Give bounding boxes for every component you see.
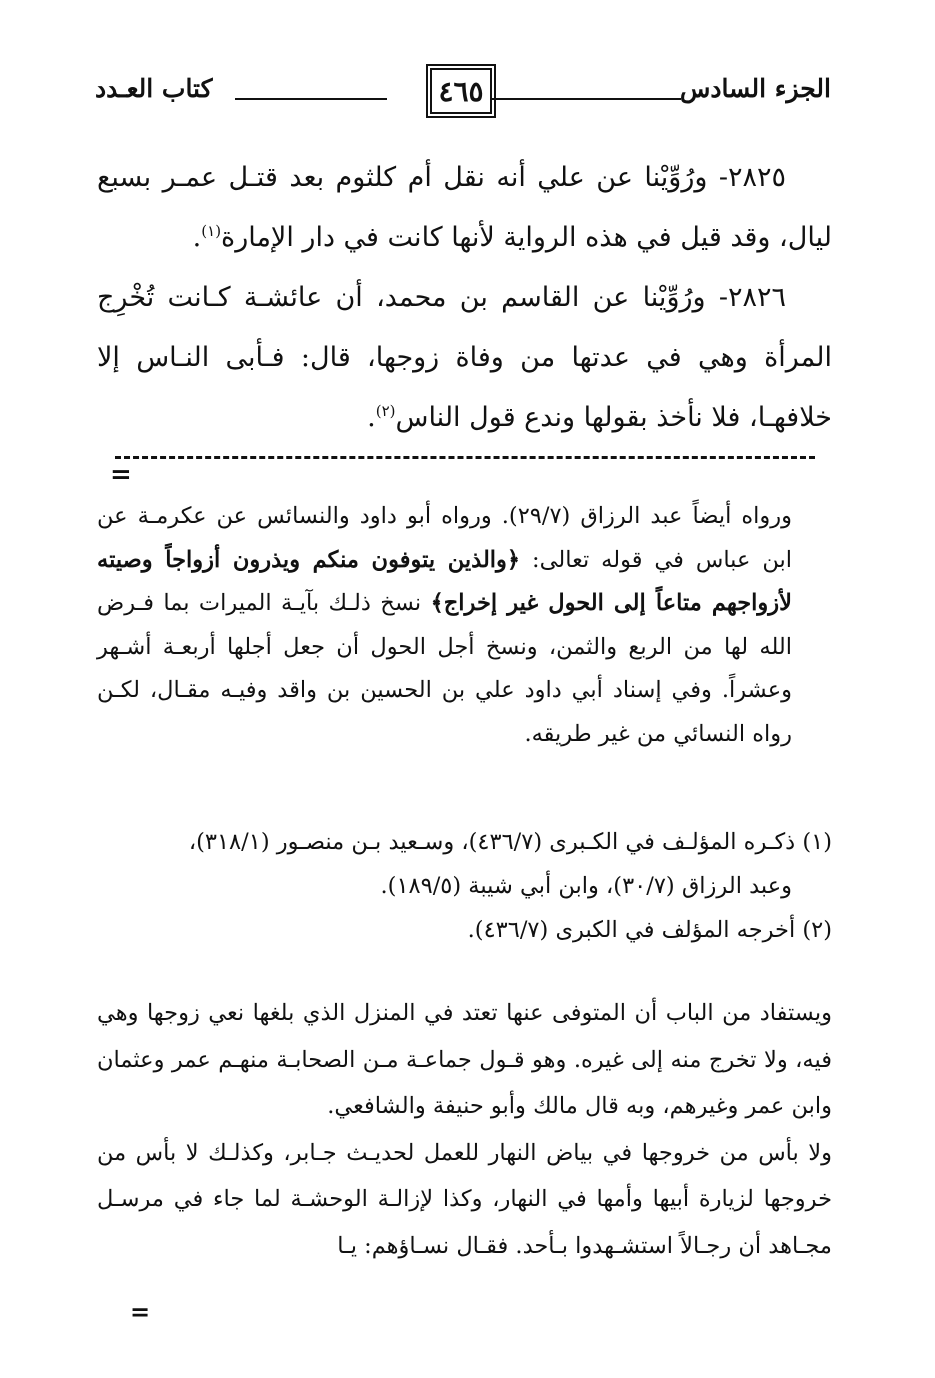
footnotes xyxy=(97,820,832,952)
commentary-paragraph-1: ويستفاد من الباب أن المتوفى عنها تعتد في المنزل الذي بلغها نعي زوجها وهي فيه، ولا تخرج منه إلى غيره. وهو قـول جماعـة مـن الصحابـة منهـم عمر وعثمان وابن عمر وغيرهم، وبه قال مالك وأبو حنيفة والشافعي. xyxy=(97,1000,832,1119)
continuation-mark-top: = xyxy=(110,460,132,490)
hadith-2825 xyxy=(97,148,832,268)
continuation-mark-bottom: = xyxy=(130,1297,151,1326)
footnote-2: (٢) أخرجه المؤلف في الكبرى (٤٣٦/٧). xyxy=(467,917,832,943)
hadith-2826-end: . xyxy=(367,402,376,433)
carried-note-text xyxy=(97,495,792,756)
commentary xyxy=(97,990,832,1269)
header-rule-left xyxy=(235,98,387,100)
hadith-2826 xyxy=(97,268,832,448)
page-number: ٤٦٥ xyxy=(438,74,484,108)
footnote-ref-2: (٢) xyxy=(375,402,396,420)
page-number-box xyxy=(430,68,492,114)
note-text-a: ورواه أيضاً عبد الرزاق (٢٩/٧). ورواه أبو داود والنسائس عن عكرمـة عن ابن عباس في قوله تعالى: xyxy=(97,503,793,573)
main-text xyxy=(97,148,832,448)
hadith-2825-text: ٢٨٢٥- ورُوِّيْنا عن علي أنه نقل أم كلثوم بعد قتـل عمـر بسبع ليال، وقد قيل في هذه الرواية لأنها كانت في دار الإمارة xyxy=(97,162,832,253)
hadith-2825-end: . xyxy=(192,222,202,253)
quran-verse: ﴿والذين يتوفون منكم ويذرون أزواجاً وصيته لأزواجهم متاعاً إلى الحول غير إخراج﴾ xyxy=(97,546,792,616)
footnote-1-line-2: وعبد الرزاق (٣٠/٧)، وابن أبي شيبة (١٨٩/٥). xyxy=(380,873,792,899)
footnote-1-line-1: (١) ذكـره المؤلـف في الكـبرى (٤٣٦/٧)، وسـعيد بـن منصـور (٣١٨/١)، xyxy=(188,829,832,855)
header-rule-right xyxy=(481,98,681,100)
book-title: كتاب العـدد xyxy=(95,74,213,103)
carried-note xyxy=(97,495,792,756)
hadith-2826-text: ٢٨٢٦- ورُوِّيْنا عن القاسم بن محمد، أن عائشـة كـانت تُخْرِج المرأة وهي في عدتها من وفاة زوجها، قال: فـأبى النـاس إلا خلافهـا، فلا نأخذ بقولها وندع قول الناس xyxy=(97,282,832,433)
note-text-b: نسخ ذلـك بآيـة الميرات بما فـرض الله لها من الربع والثمن، ونسخ أجل الحول أن جعل أجلها أربعـة أشـهر وعشراً. وفي إسناد أبي داود علي بن الحسين بن واقد وفيـه مقـال، لكـن رواه النسائي من غير طريقه. xyxy=(97,590,792,747)
part-title: الجزء السادس xyxy=(679,74,831,103)
page-header xyxy=(95,68,831,118)
commentary-paragraph-2: ولا بأس من خروجها في بياض النهار للعمل لحديـث جـابر، وكذلـك لا بأس من خروجها لزيارة أبيها وأمها في النهار، وكذا لإزالـة الوحشـة لما جاء في مرسـل مجـاهد أن رجـالاً استشـهدوا بـأحد. فقـال نسـاؤهم: يـا xyxy=(97,1139,832,1259)
footnote-separator xyxy=(115,456,815,459)
footnote-ref-1: (١) xyxy=(201,222,222,240)
